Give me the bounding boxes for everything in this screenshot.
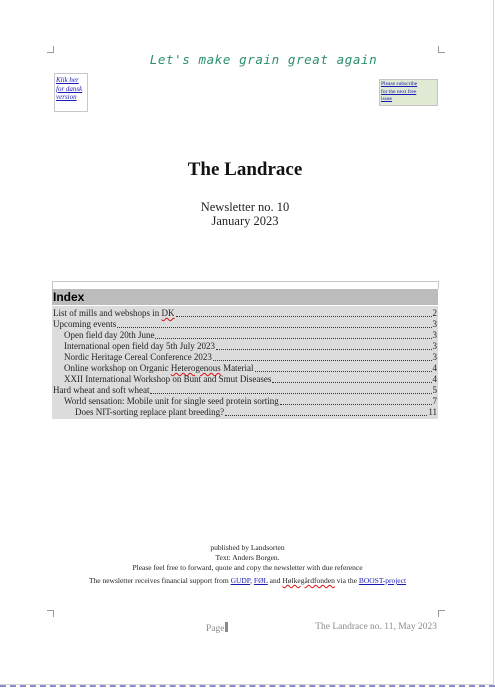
page-break-line: [0, 685, 495, 687]
toc-entry[interactable]: [52, 319, 438, 330]
toc-entry-title: XXII International Workshop on Bunt and Smut Diseases: [64, 374, 272, 384]
text-author: Text: Anders Borgen.: [215, 553, 280, 562]
toc-entry-title: List of mills and webshops in DK: [53, 308, 175, 318]
toc-entry-page: 11: [428, 407, 437, 417]
issue-reference-footer: The Landrace no. 11, May 2023: [315, 622, 437, 632]
subscribe-link-line1[interactable]: Please subscribe: [381, 81, 418, 87]
page-number-footer: Page: [206, 622, 228, 634]
toc-entry[interactable]: [52, 352, 438, 363]
toc-entry[interactable]: [52, 363, 438, 374]
newsletter-title: The Landrace: [187, 159, 303, 180]
toc-entry-title: World sensation: Mobile unit for single seed protein sorting: [64, 396, 279, 406]
toc-entry[interactable]: [52, 308, 438, 319]
toc-entry-title: Nordic Heritage Cereal Conference 2023: [64, 352, 212, 362]
toc-leader: [155, 336, 431, 339]
toc-leader: [213, 358, 432, 361]
toc-leader: [255, 369, 432, 372]
index-heading: Index: [52, 289, 438, 305]
toc-entry-page: 3: [432, 330, 437, 340]
toc-entry-page: 7: [432, 396, 437, 406]
toc-entry[interactable]: [52, 374, 438, 385]
toc-entry-title: International open field day 5th July 2023: [64, 341, 215, 351]
toc-entry-title: Open field day 20th June: [64, 330, 155, 340]
support-line: The newsletter receives financial support from GUDP, FØL and Hølkegårdfonden via the BOOST-project: [88, 576, 407, 585]
toc-entry-page: 3: [432, 319, 437, 329]
issue-date: January 2023: [211, 214, 279, 228]
header-slogan: Let's make grain great again: [149, 52, 378, 67]
toc-entry-page: 4: [432, 363, 437, 373]
toc-entry[interactable]: [52, 330, 438, 341]
toc-entry-page: 5: [432, 385, 437, 395]
toc-leader: [117, 325, 431, 328]
subscribe-box[interactable]: [379, 79, 438, 106]
toc-leader: [176, 314, 432, 317]
toc-leader: [280, 402, 432, 405]
toc-entry[interactable]: [52, 396, 438, 407]
toc-leader: [216, 347, 432, 350]
toc-entry-title: Upcoming events: [53, 319, 117, 329]
danish-link-line1[interactable]: Klik her: [56, 76, 79, 84]
margin-corner-bottom-right: [438, 610, 445, 617]
published-by: published by Landsorten: [210, 543, 285, 552]
margin-corner-bottom-left: [47, 610, 54, 617]
subscribe-link-line2[interactable]: for the next free: [381, 88, 417, 95]
index-list: [52, 306, 438, 419]
boost-project-link[interactable]: BOOST-project: [358, 576, 407, 585]
fol-link[interactable]: FØL: [253, 576, 268, 585]
issue-number: Newsletter no. 10: [200, 200, 290, 214]
toc-entry-page: 4: [432, 374, 437, 384]
toc-leader: [225, 413, 427, 416]
toc-entry[interactable]: [52, 407, 438, 418]
permission-note: Please feel free to forward, quote and copy the newsletter with due reference: [132, 563, 363, 572]
danish-link-line3[interactable]: version: [56, 93, 77, 101]
toc-entry[interactable]: [52, 385, 438, 396]
toc-leader: [272, 380, 431, 383]
toc-entry-page: 3: [432, 352, 437, 362]
gudp-link[interactable]: GUDP: [230, 576, 251, 585]
index-frame: [52, 281, 439, 289]
toc-leader: [150, 391, 431, 394]
toc-entry-title: Hard wheat and soft wheat: [53, 385, 150, 395]
holkegard-name: Hølkegårdfonden: [282, 576, 335, 585]
toc-entry-title: Online workshop on Organic Heterogenous Material: [64, 363, 254, 373]
toc-entry-page: 2: [432, 308, 437, 318]
toc-entry-page: 3: [432, 341, 437, 351]
page-number-field: [225, 622, 228, 632]
danish-link-line2[interactable]: for dansk: [56, 84, 83, 93]
subscribe-link-line3[interactable]: issue: [381, 96, 392, 102]
toc-entry-title: Does NIT-sorting replace plant breeding?: [75, 407, 225, 417]
toc-entry[interactable]: [52, 341, 438, 352]
danish-version-box[interactable]: [54, 73, 88, 112]
